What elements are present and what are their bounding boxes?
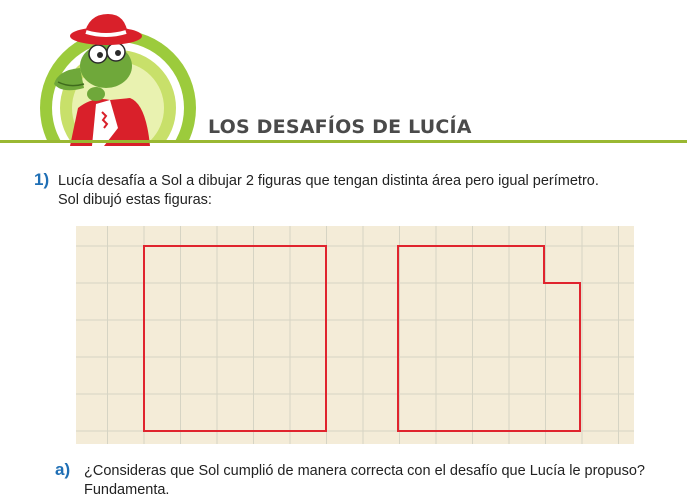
- subquestion-text: [84, 462, 674, 500]
- question-number: 1): [34, 170, 50, 189]
- question-text: [58, 172, 668, 210]
- crocodile-mascot-icon: [18, 8, 196, 146]
- header-divider: [0, 140, 687, 143]
- subquestion-line-1: ¿Consideras que Sol cumplió de manera correcta con el desafío que Lucía le propuso?: [84, 463, 645, 479]
- section-title: LOS DESAFÍOS DE LUCÍA: [208, 116, 472, 138]
- subquestion-label: a): [55, 460, 71, 479]
- figures-grid: [76, 226, 634, 444]
- question-line-2: Sol dibujó estas figuras:: [58, 192, 212, 208]
- grid-paper: [76, 226, 634, 444]
- question-line-1: Lucía desafía a Sol a dibujar 2 figuras que tengan distinta área pero igual perímetro.: [58, 173, 599, 189]
- subquestion-line-2: Fundamenta.: [84, 482, 170, 498]
